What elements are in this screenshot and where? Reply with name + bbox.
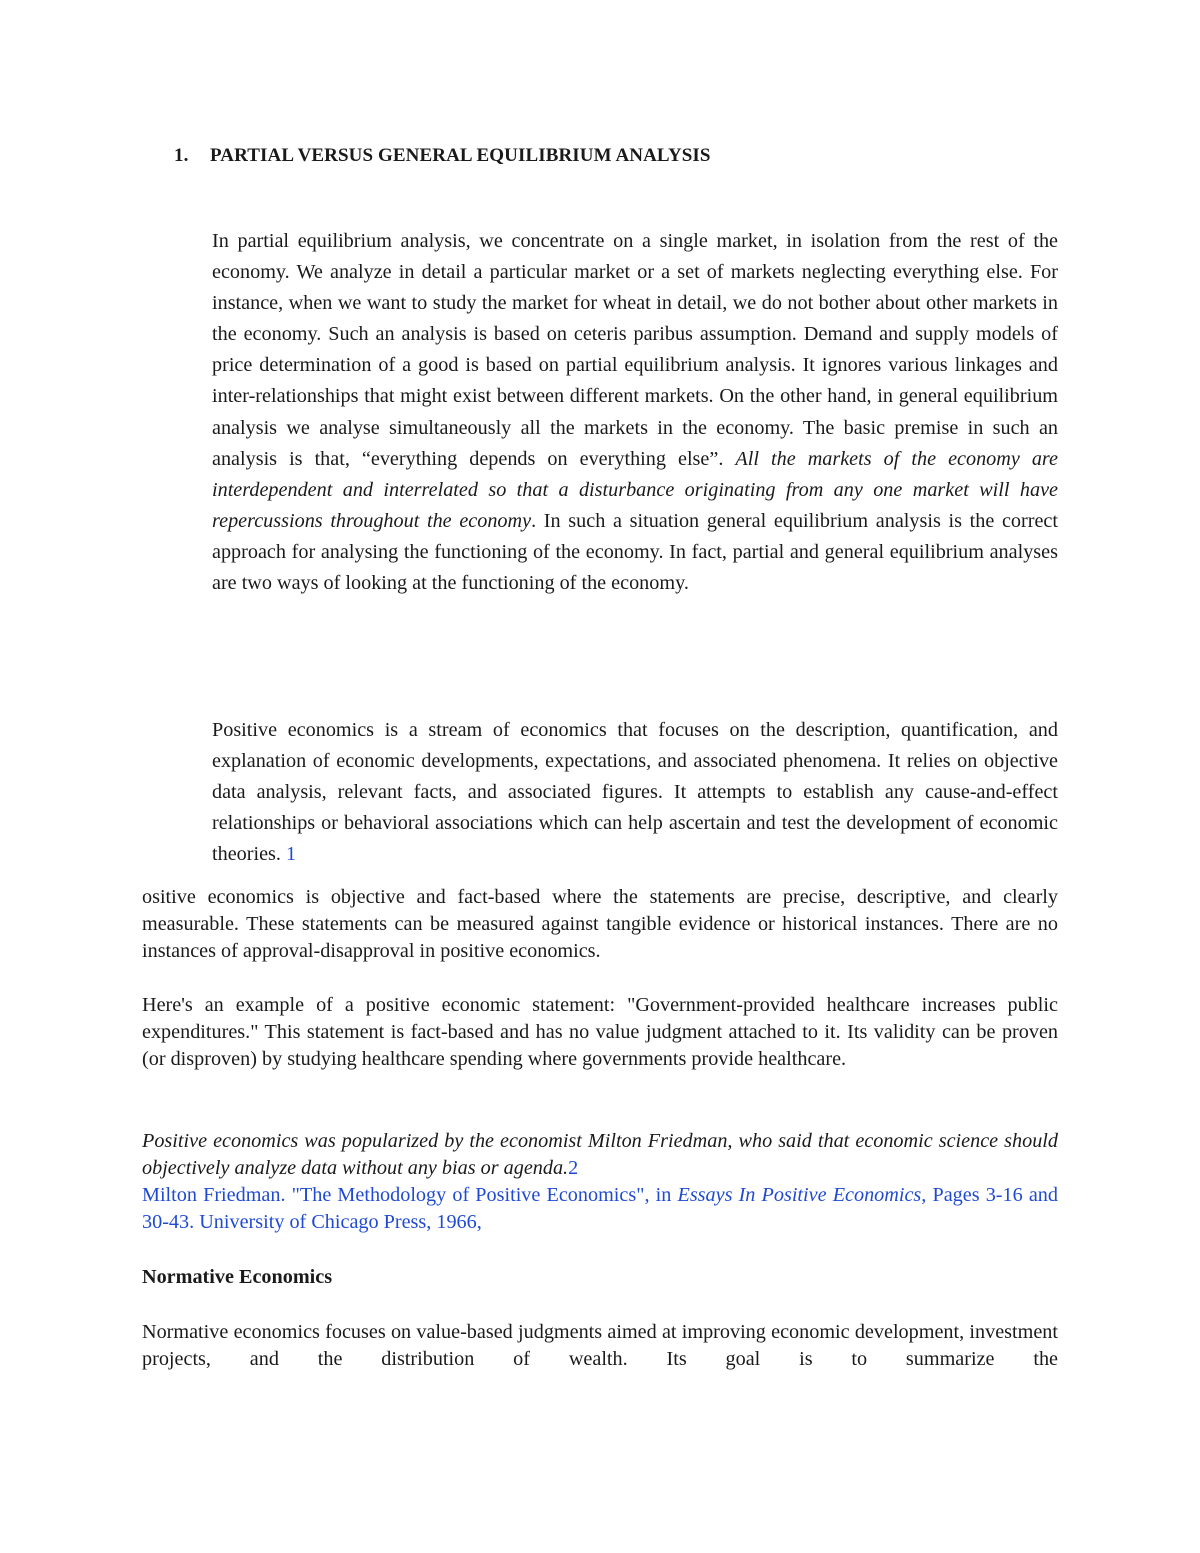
paragraph-text: Normative economics focuses on value-based judgments aimed at improving economic development, investment projects, and the distribution of wealth. Its goal is to summarize the: [142, 1321, 1058, 1370]
paragraph-positive-economics-intro: [212, 715, 1058, 870]
paragraph-text: Positive economics is a stream of economics that focuses on the description, quantification, and explanation of economic developments, expectations, and associated phenomena. It relies on objective data analysis, relevant facts, and associated figures. It attempts to establish any cause-and-effect relationships or behavioral associations which can help ascertain and test the development of economic theories.: [212, 719, 1058, 866]
paragraph-text: In partial equilibrium analysis, we concentrate on a single market, in isolation from the rest of the economy. We analyze in detail a particular market or a set of markets neglecting everything else. For instance, when we want to study the market for wheat in detail, we do not bother about other markets in the economy. Such an analysis is based on ceteris paribus assumption. Demand and supply models of price determination of a good is based on partial equilibrium analysis. It ignores various linkages and inter-relationships that might exist between different markets. On the other hand, in general equilibrium analysis we analyse simultaneously all the markets in the economy. The basic premise in such an analysis is that, “everything depends on everything else”.: [212, 230, 1058, 470]
citation-text: Milton Friedman. "The Methodology of Positive Economics", in: [142, 1184, 678, 1206]
citation-book-title: Essays In Positive Economics: [677, 1184, 922, 1206]
section-heading-normative: Normative Economics: [142, 1266, 333, 1288]
paragraph-positive-economics-objective: [142, 884, 1058, 965]
italic-emphasis-text: All the markets of the economy are interdependent and interrelated so that a disturbance originating from any one market will have repercussions throughout the economy: [212, 447, 1058, 532]
section-title: PARTIAL VERSUS GENERAL EQUILIBRIUM ANALYSIS: [210, 145, 711, 166]
paragraph-friedman-quote: [142, 1128, 1058, 1182]
paragraph-text: Here's an example of a positive economic statement: "Government-provided healthcare increases public expenditures." This statement is fact-based and has no value judgment attached to it. Its validity can be proven (or disproven) by studying healthcare spending where governments provide healthcare.: [142, 994, 1058, 1070]
paragraph-text: Positive economics was popularized by the economist Milton Friedman, who said that economic science should objectively analyze data without any bias or agenda.: [142, 1130, 1058, 1179]
citation-footnote: [142, 1182, 1058, 1236]
paragraph-text: ositive economics is objective and fact-based where the statements are precise, descriptive, and clearly measurable. These statements can be measured against tangible evidence or historical instances. There are no instances of approval-disapproval in positive economics.: [142, 886, 1058, 962]
section-number: 1.: [174, 145, 189, 166]
paragraph-text: . In such a situation general equilibrium analysis is the correct approach for analysing the functioning of the economy. In fact, partial and general equilibrium analyses are two ways of looking at the functioning of the economy.: [212, 509, 1059, 595]
footnote-reference[interactable]: 2: [568, 1157, 579, 1179]
paragraph-positive-example: [142, 992, 1058, 1073]
paragraph-partial-general-equilibrium: [212, 226, 1058, 599]
citation-text: , Pages 3-16 and 30-43. University of Chicago Press, 1966,: [142, 1184, 1058, 1233]
paragraph-normative-economics: [142, 1319, 1058, 1373]
section-heading: [174, 145, 711, 167]
footnote-reference[interactable]: 1: [286, 843, 297, 866]
